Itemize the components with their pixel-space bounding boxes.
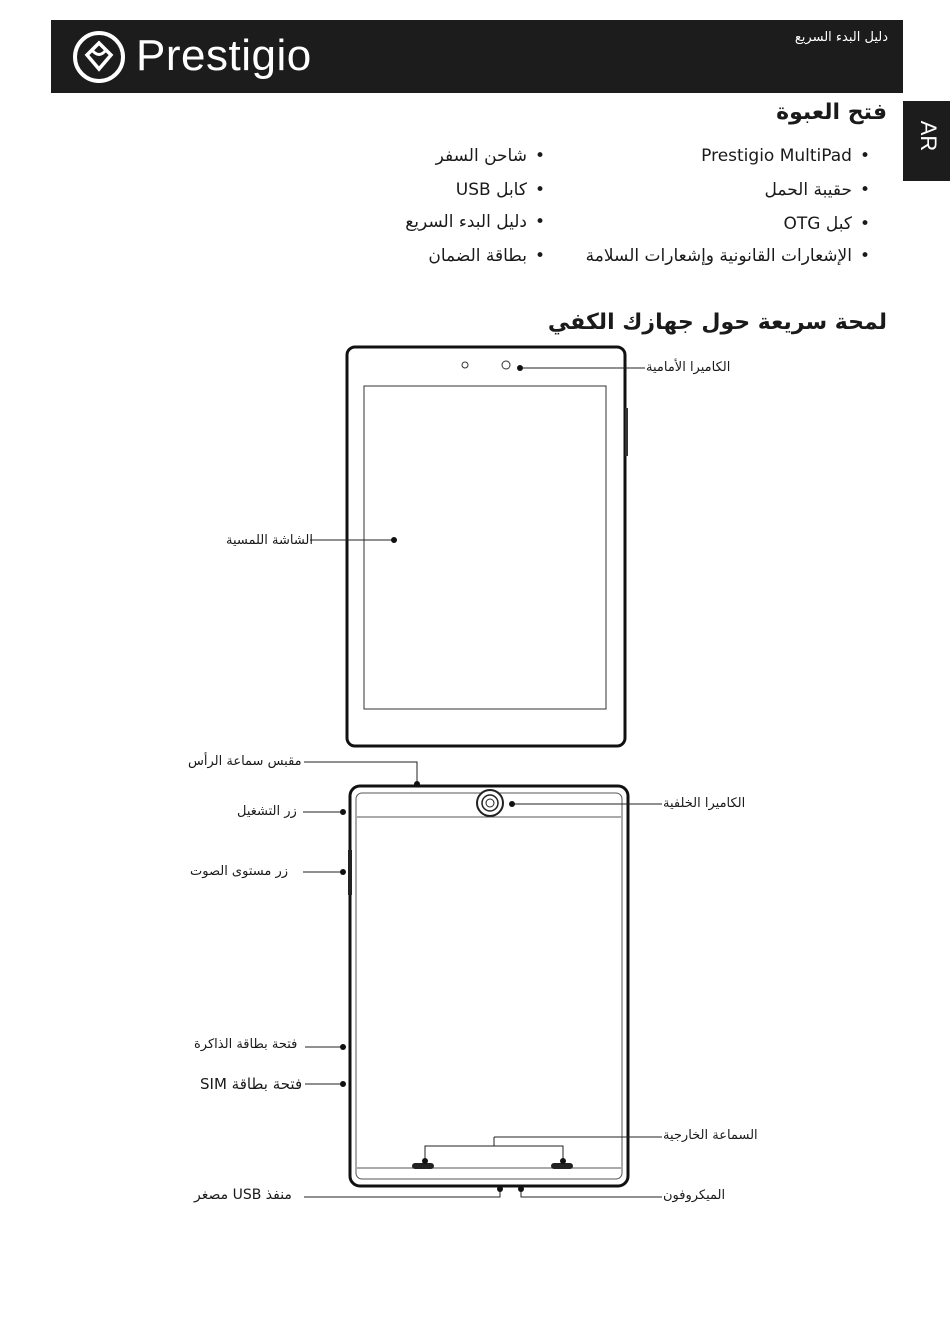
speaker-right-icon (551, 1163, 573, 1169)
label-power-button: زر التشغيل (237, 804, 297, 819)
label-sim-slot: فتحة بطاقة SIM (200, 1075, 303, 1093)
box-item: •بطاقة الضمان (428, 246, 545, 266)
box-item: •كبل OTG (783, 214, 870, 234)
label-microphone: الميكروفون (663, 1188, 726, 1203)
label-front-camera: الكاميرا الأمامية (646, 360, 731, 375)
box-item: •Prestigio MultiPad (701, 146, 870, 166)
label-usb-port: منفذ USB مصغر (194, 1187, 292, 1203)
language-code: AR (916, 120, 941, 152)
label-volume-button: زر مستوى الصوت (190, 864, 288, 879)
front-side-buttons (625, 408, 628, 456)
tablet-screen (364, 386, 606, 709)
label-memory-slot: فتحة بطاقة الذاكرة (194, 1037, 298, 1052)
tablet-back-body (350, 786, 628, 1186)
label-headphone-jack: مقبس سماعة الرأس (188, 754, 302, 769)
label-speakers: السماعة الخارجية (663, 1128, 758, 1143)
box-contents-title: فتح العبوة (776, 100, 887, 125)
box-item: •كابل USB (455, 180, 545, 200)
box-item: •الإشعارات القانونية وإشعارات السلامة (585, 246, 870, 266)
brand-name: Prestigio (136, 31, 312, 80)
document-title: دليل البدء السريع (794, 30, 888, 45)
box-item: •شاحن السفر (435, 146, 545, 166)
volume-button-body (348, 850, 352, 895)
label-rear-camera: الكاميرا الخلفية (663, 796, 746, 811)
box-item: •دليل البدء السريع (405, 212, 545, 232)
overview-title: لمحة سريعة حول جهازك الكفي (547, 310, 887, 335)
speaker-left-icon (412, 1163, 434, 1169)
box-item: •حقيبة الحمل (764, 180, 870, 200)
label-touch-screen: الشاشة اللمسية (226, 533, 314, 548)
